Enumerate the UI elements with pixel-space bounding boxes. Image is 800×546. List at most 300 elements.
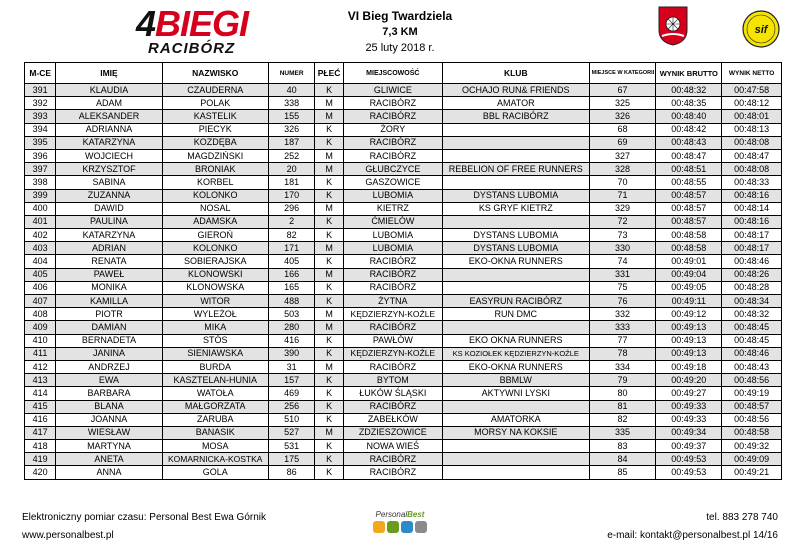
cell-sex: M (315, 97, 343, 110)
cell-club (442, 268, 589, 281)
table-header-row (25, 63, 782, 84)
cell-place: 404 (25, 255, 56, 268)
cell-first-name: ADRIAN (56, 242, 162, 255)
swim-icon (401, 521, 413, 533)
cell-club (442, 176, 589, 189)
cell-last-name: ADAMSKA (162, 215, 268, 228)
cell-last-name: BURDA (162, 360, 268, 373)
cell-last-name: ZARUBA (162, 413, 268, 426)
cell-first-name: EWA (56, 374, 162, 387)
cell-sex: K (315, 176, 343, 189)
cell-place: 417 (25, 426, 56, 439)
4biegi-logo (136, 3, 272, 57)
cell-number: 40 (268, 84, 315, 97)
cell-number: 155 (268, 110, 315, 123)
cell-sex: K (315, 453, 343, 466)
cell-place: 418 (25, 440, 56, 453)
cell-number: 326 (268, 123, 315, 136)
cell-place: 416 (25, 413, 56, 426)
cell-city: RACIBÓRZ (343, 136, 442, 149)
cell-number: 175 (268, 453, 315, 466)
cell-place: 406 (25, 281, 56, 294)
cell-club (442, 149, 589, 162)
cell-club: DYSTANS LUBOMIA (442, 229, 589, 242)
cell-city: KĘDZIERZYN-KOŹLE (343, 347, 442, 360)
cell-city: PAWŁÓW (343, 334, 442, 347)
cell-number: 166 (268, 268, 315, 281)
cell-first-name: ADAM (56, 97, 162, 110)
cell-last-name: BANASIK (162, 426, 268, 439)
cell-club: KS KOZIOŁEK KĘDZIERZYN-KOŹLE (442, 347, 589, 360)
cell-net-result: 00:48:12 (722, 97, 782, 110)
cell-first-name: ANNA (56, 466, 162, 479)
cell-number: 416 (268, 334, 315, 347)
col-last-name: NAZWISKO (162, 63, 268, 84)
cell-net-result: 00:48:14 (722, 202, 782, 215)
cell-city: NOWA WIEŚ (343, 440, 442, 453)
cell-place: 395 (25, 136, 56, 149)
cell-last-name: KOLONKO (162, 242, 268, 255)
cell-gross-result: 00:49:12 (656, 308, 722, 321)
cell-category-place: 75 (589, 281, 656, 294)
cell-city: RACIBÓRZ (343, 400, 442, 413)
cell-place: 411 (25, 347, 56, 360)
results-body (25, 84, 782, 480)
cell-number: 405 (268, 255, 315, 268)
cell-place: 420 (25, 466, 56, 479)
cell-gross-result: 00:48:57 (656, 189, 722, 202)
cell-city: ŁUKÓW ŚLĄSKI (343, 387, 442, 400)
table-row (25, 268, 782, 281)
cell-net-result: 00:48:08 (722, 136, 782, 149)
cell-net-result: 00:48:45 (722, 334, 782, 347)
cell-club (442, 466, 589, 479)
cell-sex: K (315, 347, 343, 360)
cell-net-result: 00:48:57 (722, 400, 782, 413)
cell-first-name: BLANA (56, 400, 162, 413)
cell-category-place: 67 (589, 84, 656, 97)
cell-first-name: JANINA (56, 347, 162, 360)
cell-club (442, 321, 589, 334)
cell-club (442, 440, 589, 453)
cell-place: 412 (25, 360, 56, 373)
cell-net-result: 00:48:34 (722, 295, 782, 308)
cell-sex: K (315, 440, 343, 453)
cell-place: 414 (25, 387, 56, 400)
cell-category-place: 68 (589, 123, 656, 136)
cell-category-place: 73 (589, 229, 656, 242)
cell-first-name: DAMIAN (56, 321, 162, 334)
cell-gross-result: 00:49:18 (656, 360, 722, 373)
cell-last-name: KLONOWSKI (162, 268, 268, 281)
cell-place: 403 (25, 242, 56, 255)
cell-place: 402 (25, 229, 56, 242)
sif-badge-icon (742, 10, 780, 48)
cell-city: ZDZIESZOWICE (343, 426, 442, 439)
cell-sex: K (315, 136, 343, 149)
cell-sex: K (315, 281, 343, 294)
cell-club (442, 136, 589, 149)
cell-city: RACIBÓRZ (343, 149, 442, 162)
logo-city: RACIBÓRZ (148, 40, 236, 57)
cell-category-place: 82 (589, 413, 656, 426)
cell-first-name: ZUZANNA (56, 189, 162, 202)
cell-gross-result: 00:48:57 (656, 215, 722, 228)
cell-last-name: STÓS (162, 334, 268, 347)
cell-last-name: BRONIAK (162, 163, 268, 176)
cell-club: OCHAJO RUN& FRIENDS (442, 84, 589, 97)
cell-first-name: ANDRZEJ (56, 360, 162, 373)
cell-gross-result: 00:49:53 (656, 466, 722, 479)
cell-sex: M (315, 149, 343, 162)
table-row (25, 215, 782, 228)
cell-net-result: 00:48:56 (722, 374, 782, 387)
cell-category-place: 83 (589, 440, 656, 453)
logo-number: 4 (136, 3, 156, 44)
cell-category-place: 81 (589, 400, 656, 413)
cell-number: 510 (268, 413, 315, 426)
cell-first-name: RENATA (56, 255, 162, 268)
cell-net-result: 00:49:32 (722, 440, 782, 453)
cell-category-place: 332 (589, 308, 656, 321)
col-number: NUMER (268, 63, 315, 84)
cell-net-result: 00:48:33 (722, 176, 782, 189)
col-sex: PŁEĆ (315, 63, 343, 84)
table-row (25, 149, 782, 162)
cell-net-result: 00:48:17 (722, 229, 782, 242)
cell-last-name: NOSAL (162, 202, 268, 215)
cell-club: DYSTANS LUBOMIA (442, 189, 589, 202)
coat-of-arms-icon (658, 6, 688, 46)
pb-logo-a: Personal (375, 510, 408, 519)
cell-gross-result: 00:49:04 (656, 268, 722, 281)
cell-city: GLIWICE (343, 84, 442, 97)
table-row (25, 334, 782, 347)
cell-gross-result: 00:48:43 (656, 136, 722, 149)
cell-place: 398 (25, 176, 56, 189)
table-row (25, 387, 782, 400)
cell-club: AMATORKA (442, 413, 589, 426)
cell-club: RUN DMC (442, 308, 589, 321)
cell-last-name: GIEROŃ (162, 229, 268, 242)
cell-category-place: 79 (589, 374, 656, 387)
cell-city: RACIBÓRZ (343, 466, 442, 479)
cell-club: AMATOR (442, 97, 589, 110)
cell-number: 20 (268, 163, 315, 176)
cell-gross-result: 00:48:35 (656, 97, 722, 110)
cell-gross-result: 00:48:58 (656, 242, 722, 255)
cell-city: RACIBÓRZ (343, 268, 442, 281)
cell-net-result: 00:48:32 (722, 308, 782, 321)
cell-number: 31 (268, 360, 315, 373)
cell-club: BBMLW (442, 374, 589, 387)
cell-net-result: 00:48:43 (722, 360, 782, 373)
cell-category-place: 327 (589, 149, 656, 162)
table-row (25, 202, 782, 215)
cell-number: 86 (268, 466, 315, 479)
cell-club: KS GRYF KIETRZ (442, 202, 589, 215)
cell-number: 170 (268, 189, 315, 202)
cell-gross-result: 00:49:11 (656, 295, 722, 308)
table-row (25, 466, 782, 479)
cell-gross-result: 00:48:47 (656, 149, 722, 162)
cell-place: 397 (25, 163, 56, 176)
cell-sex: K (315, 295, 343, 308)
cell-last-name: WITOR (162, 295, 268, 308)
cell-place: 399 (25, 189, 56, 202)
personal-best-logo (370, 510, 430, 544)
cell-net-result: 00:48:28 (722, 281, 782, 294)
cell-last-name: KORBEL (162, 176, 268, 189)
cell-gross-result: 00:48:40 (656, 110, 722, 123)
cell-gross-result: 00:48:51 (656, 163, 722, 176)
table-row (25, 440, 782, 453)
cell-net-result: 00:48:45 (722, 321, 782, 334)
cell-city: ĆMIELÓW (343, 215, 442, 228)
cell-sex: K (315, 400, 343, 413)
cell-number: 503 (268, 308, 315, 321)
cell-club (442, 281, 589, 294)
cell-sex: K (315, 334, 343, 347)
table-row (25, 163, 782, 176)
table-row (25, 321, 782, 334)
cell-city: BYTOM (343, 374, 442, 387)
table-row (25, 123, 782, 136)
cell-club: EASYRUN RACIBÓRZ (442, 295, 589, 308)
cell-number: 296 (268, 202, 315, 215)
cell-net-result: 00:48:08 (722, 163, 782, 176)
cell-last-name: MIKA (162, 321, 268, 334)
cell-net-result: 00:49:19 (722, 387, 782, 400)
cell-first-name: KATARZYNA (56, 229, 162, 242)
col-city: MIEJSCOWOŚĆ (343, 63, 442, 84)
cell-first-name: MONIKA (56, 281, 162, 294)
cell-last-name: PIECYK (162, 123, 268, 136)
cell-net-result: 00:48:47 (722, 149, 782, 162)
cell-category-place: 326 (589, 110, 656, 123)
cell-first-name: KAMILLA (56, 295, 162, 308)
cell-net-result: 00:48:01 (722, 110, 782, 123)
page-footer (0, 508, 800, 546)
cell-gross-result: 00:48:57 (656, 202, 722, 215)
cell-first-name: DAWID (56, 202, 162, 215)
cell-net-result: 00:49:21 (722, 466, 782, 479)
cell-first-name: MARTYNA (56, 440, 162, 453)
cell-place: 394 (25, 123, 56, 136)
cell-city: LUBOMIA (343, 229, 442, 242)
table-row (25, 347, 782, 360)
cell-gross-result: 00:48:32 (656, 84, 722, 97)
cell-city: RACIBÓRZ (343, 360, 442, 373)
cell-category-place: 328 (589, 163, 656, 176)
cell-club: AKTYWNI LYSKI (442, 387, 589, 400)
table-row (25, 453, 782, 466)
table-row (25, 281, 782, 294)
table-row (25, 360, 782, 373)
cell-last-name: MAGDZIŃSKI (162, 149, 268, 162)
cell-first-name: JOANNA (56, 413, 162, 426)
cell-place: 407 (25, 295, 56, 308)
cell-sex: K (315, 229, 343, 242)
cell-place: 408 (25, 308, 56, 321)
cell-last-name: WYLEŻOŁ (162, 308, 268, 321)
cell-number: 338 (268, 97, 315, 110)
pb-logo-b: Best (407, 510, 425, 519)
cell-first-name: WIESŁAW (56, 426, 162, 439)
sif-badge-text: sif (754, 24, 768, 36)
cell-place: 391 (25, 84, 56, 97)
cell-category-place: 85 (589, 466, 656, 479)
cell-last-name: KASTELIK (162, 110, 268, 123)
cell-place: 415 (25, 400, 56, 413)
cell-gross-result: 00:49:13 (656, 321, 722, 334)
cell-place: 410 (25, 334, 56, 347)
cell-first-name: PIOTR (56, 308, 162, 321)
cell-last-name: KOZDĘBA (162, 136, 268, 149)
cell-number: 2 (268, 215, 315, 228)
cell-gross-result: 00:49:53 (656, 453, 722, 466)
cell-number: 280 (268, 321, 315, 334)
timing-credit: Elektroniczny pomiar czasu: Personal Best Ewa Górnik (22, 512, 266, 523)
cell-first-name: WOJCIECH (56, 149, 162, 162)
cell-sex: K (315, 189, 343, 202)
cell-number: 181 (268, 176, 315, 189)
cell-city: RACIBÓRZ (343, 321, 442, 334)
cell-net-result: 00:48:16 (722, 215, 782, 228)
table-row (25, 189, 782, 202)
table-row (25, 84, 782, 97)
cell-first-name: PAWEŁ (56, 268, 162, 281)
cell-city: ŻORY (343, 123, 442, 136)
cell-sex: M (315, 321, 343, 334)
table-row (25, 255, 782, 268)
cell-place: 392 (25, 97, 56, 110)
cell-net-result: 00:47:58 (722, 84, 782, 97)
table-row (25, 400, 782, 413)
cell-category-place: 329 (589, 202, 656, 215)
cell-city: ŻYTNA (343, 295, 442, 308)
cell-number: 469 (268, 387, 315, 400)
cell-number: 82 (268, 229, 315, 242)
cell-last-name: KOMARNICKA-KOSTKA (162, 453, 268, 466)
cell-number: 252 (268, 149, 315, 162)
cell-last-name: MOSA (162, 440, 268, 453)
cell-gross-result: 00:48:58 (656, 229, 722, 242)
cell-number: 531 (268, 440, 315, 453)
event-date: 25 luty 2018 r. (365, 42, 435, 54)
cell-net-result: 00:48:46 (722, 347, 782, 360)
cell-club: EKO OKNA RUNNERS (442, 334, 589, 347)
cell-place: 405 (25, 268, 56, 281)
cell-sex: M (315, 163, 343, 176)
cell-city: ZABEŁKÓW (343, 413, 442, 426)
cell-first-name: PAULINA (56, 215, 162, 228)
cell-city: RACIBÓRZ (343, 281, 442, 294)
cell-place: 401 (25, 215, 56, 228)
cell-number: 488 (268, 295, 315, 308)
col-category-place: MIEJSCE W KATEGORII (589, 63, 656, 84)
cell-club: EKO-OKNA RUNNERS (442, 255, 589, 268)
cell-category-place: 76 (589, 295, 656, 308)
cell-category-place: 84 (589, 453, 656, 466)
table-row (25, 308, 782, 321)
cell-number: 527 (268, 426, 315, 439)
table-row (25, 242, 782, 255)
cell-number: 390 (268, 347, 315, 360)
cell-gross-result: 00:49:05 (656, 281, 722, 294)
cell-first-name: KLAUDIA (56, 84, 162, 97)
cell-city: GASZOWICE (343, 176, 442, 189)
cell-category-place: 331 (589, 268, 656, 281)
cell-place: 393 (25, 110, 56, 123)
cell-gross-result: 00:49:33 (656, 400, 722, 413)
cell-sex: M (315, 110, 343, 123)
cell-number: 171 (268, 242, 315, 255)
cell-last-name: SIENIAWSKA (162, 347, 268, 360)
table-row (25, 110, 782, 123)
cell-sex: K (315, 84, 343, 97)
cell-city: LUBOMIA (343, 242, 442, 255)
cell-club: BBL RACIBÓRZ (442, 110, 589, 123)
cell-net-result: 00:48:16 (722, 189, 782, 202)
cell-gross-result: 00:48:42 (656, 123, 722, 136)
cell-sex: M (315, 268, 343, 281)
cell-last-name: KOLONKO (162, 189, 268, 202)
cell-first-name: SABINA (56, 176, 162, 189)
event-title: VI Bieg Twardziela (347, 9, 453, 23)
cell-place: 413 (25, 374, 56, 387)
cell-net-result: 00:48:56 (722, 413, 782, 426)
cell-sex: M (315, 308, 343, 321)
cell-first-name: ALEKSANDER (56, 110, 162, 123)
cell-category-place: 80 (589, 387, 656, 400)
cell-gross-result: 00:48:55 (656, 176, 722, 189)
cell-place: 400 (25, 202, 56, 215)
event-info (320, 8, 480, 56)
cell-category-place: 70 (589, 176, 656, 189)
col-place: M-CE (25, 63, 56, 84)
cell-number: 157 (268, 374, 315, 387)
cell-sex: K (315, 413, 343, 426)
cell-last-name: POLAK (162, 97, 268, 110)
cell-gross-result: 00:49:33 (656, 413, 722, 426)
col-club: KLUB (442, 63, 589, 84)
cell-city: RACIBÓRZ (343, 97, 442, 110)
cell-category-place: 325 (589, 97, 656, 110)
table-row (25, 136, 782, 149)
cell-net-result: 00:48:58 (722, 426, 782, 439)
cell-last-name: MAŁGORZATA (162, 400, 268, 413)
cell-city: RACIBÓRZ (343, 255, 442, 268)
cell-number: 187 (268, 136, 315, 149)
cell-first-name: ANETA (56, 453, 162, 466)
cell-category-place: 78 (589, 347, 656, 360)
page-header (0, 0, 800, 60)
cell-club (442, 400, 589, 413)
cell-gross-result: 00:49:13 (656, 334, 722, 347)
cell-gross-result: 00:49:13 (656, 347, 722, 360)
results-table (24, 62, 782, 480)
cell-place: 409 (25, 321, 56, 334)
cell-category-place: 330 (589, 242, 656, 255)
cell-sex: K (315, 387, 343, 400)
cell-city: RACIBÓRZ (343, 110, 442, 123)
table-row (25, 413, 782, 426)
cell-club (442, 215, 589, 228)
table-row (25, 229, 782, 242)
cell-net-result: 00:48:17 (722, 242, 782, 255)
cell-category-place: 71 (589, 189, 656, 202)
